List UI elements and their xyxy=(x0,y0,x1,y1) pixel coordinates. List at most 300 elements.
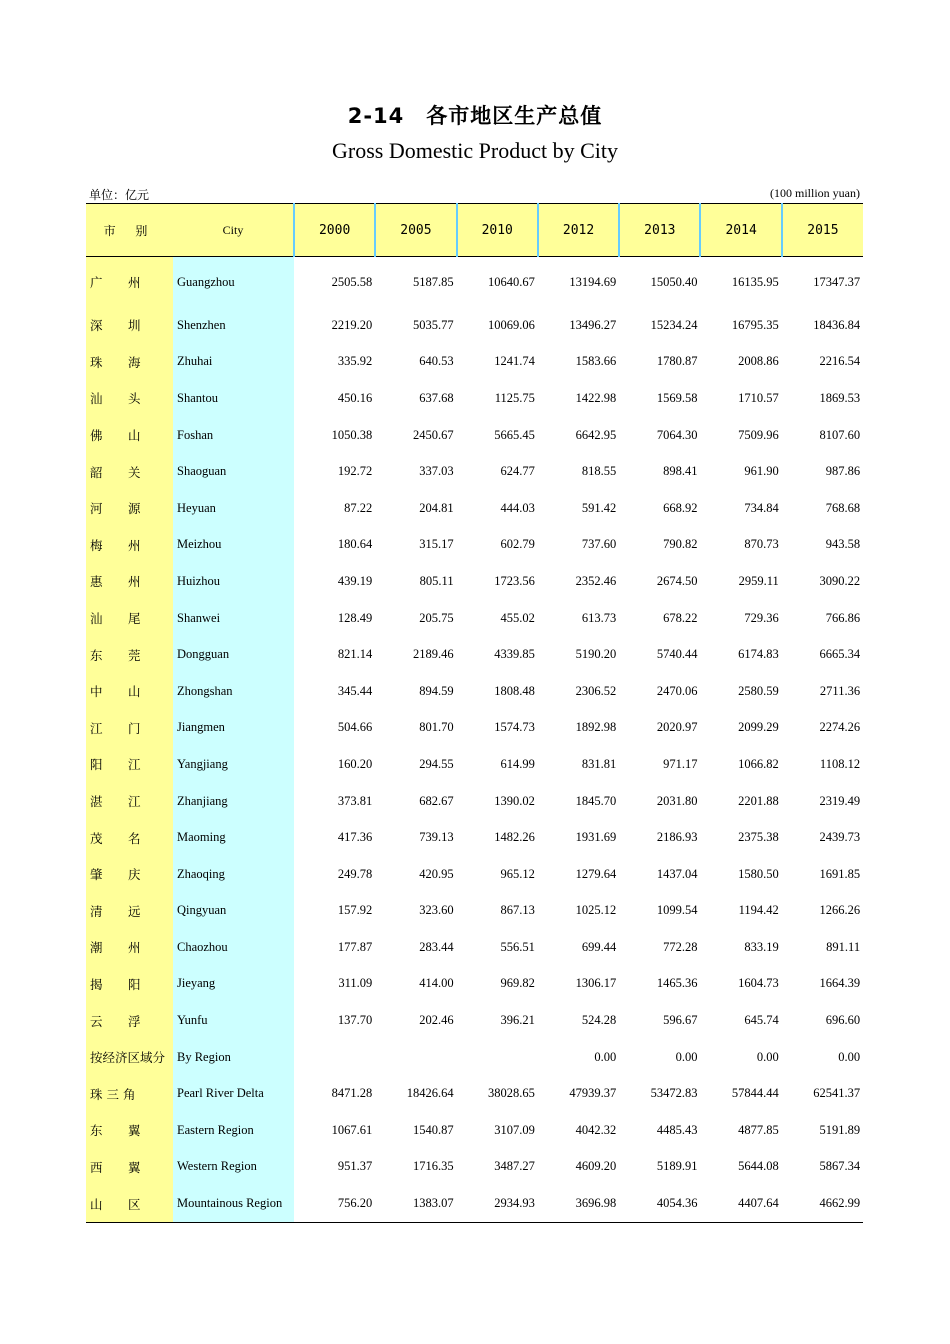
gdp-value-2005: 204.81 xyxy=(419,500,454,515)
gdp-value-2005: 1383.07 xyxy=(375,1185,456,1222)
city-name-en: Heyuan xyxy=(173,490,294,527)
city-name-cn-part: 中 xyxy=(90,684,103,700)
gdp-value-2005 xyxy=(375,1039,456,1076)
gdp-value-2012: 13194.69 xyxy=(569,274,617,289)
gdp-value-2000: 345.44 xyxy=(337,683,373,698)
gdp-value-2013: 1569.58 xyxy=(656,390,698,405)
gdp-value-2013: 668.92 xyxy=(663,500,698,515)
table-row xyxy=(86,1039,863,1076)
city-name-cn xyxy=(86,307,173,344)
gdp-value-2005: 315.17 xyxy=(419,537,454,552)
city-name-cn-part: 门 xyxy=(128,720,141,736)
city-name-en: Chaozhou xyxy=(173,929,294,966)
gdp-value-2013: 2470.06 xyxy=(656,683,698,698)
table-row xyxy=(86,966,863,1003)
table-header-row xyxy=(86,204,863,257)
gdp-value-2013: 4485.43 xyxy=(656,1122,698,1137)
gdp-value-2013: 5740.44 xyxy=(656,647,698,662)
gdp-value-2010 xyxy=(457,1039,538,1076)
city-name-cn xyxy=(86,893,173,930)
table-row xyxy=(86,453,863,490)
gdp-value-2013: 596.67 xyxy=(663,1013,698,1028)
city-name-cn xyxy=(86,417,173,454)
city-name-en: Shanwei xyxy=(173,600,294,637)
gdp-value-2014: 1066.82 xyxy=(738,756,779,771)
gdp-value-2014: 2375.38 xyxy=(738,830,779,845)
header-city-cn: 市 别 xyxy=(86,204,173,257)
gdp-value-2000: 311.09 xyxy=(338,976,373,991)
gdp-value-2015: 2439.73 xyxy=(819,830,861,845)
gdp-value-2010: 10640.67 xyxy=(488,274,535,289)
gdp-value-2000: 450.16 xyxy=(337,390,373,405)
gdp-value-2010: 4339.85 xyxy=(494,647,535,662)
city-name-cn-part: 名 xyxy=(128,830,141,846)
gdp-value-2010: 867.13 xyxy=(500,903,535,918)
city-name-cn xyxy=(86,673,173,710)
gdp-value-2013: 15234.24 xyxy=(650,317,698,332)
gdp-value-2014: 1604.73 xyxy=(738,976,779,991)
city-name-cn xyxy=(86,1039,173,1076)
city-name-cn xyxy=(86,1185,173,1222)
city-name-cn-part: 区 xyxy=(128,1196,141,1212)
gdp-value-2010: 1723.56 xyxy=(494,573,535,588)
gdp-value-2012: 524.28 xyxy=(581,1013,617,1028)
gdp-value-2014: 2959.11 xyxy=(738,573,779,588)
gdp-value-2005: 1716.35 xyxy=(412,1159,454,1174)
gdp-value-2010: 614.99 xyxy=(500,756,535,771)
gdp-value-2005: 414.00 xyxy=(419,976,454,991)
gdp-value-2014: 16795.35 xyxy=(731,317,779,332)
gdp-value-2000: 137.70 xyxy=(337,1013,373,1028)
gdp-value-2010: 38028.65 xyxy=(488,1086,535,1101)
table-row xyxy=(86,417,863,454)
gdp-value-2012: 2352.46 xyxy=(575,573,617,588)
unit-label-cn: 单位：亿元 xyxy=(89,188,150,202)
gdp-value-2012: 1845.70 xyxy=(575,793,617,808)
gdp-value-2000: 180.64 xyxy=(337,537,373,552)
gdp-value-2000: 177.87 xyxy=(337,939,373,954)
gdp-value-2013: 2020.97 xyxy=(656,720,698,735)
gdp-value-2010: 1125.75 xyxy=(494,390,535,405)
gdp-value-2010: 602.79 xyxy=(500,537,535,552)
city-name-en: Guangzhou xyxy=(173,257,294,308)
city-name-cn-part: 州 xyxy=(128,574,141,590)
city-name-cn-part: 海 xyxy=(128,354,141,370)
city-name-en: Huizhou xyxy=(173,563,294,600)
city-name-cn-part: 头 xyxy=(128,391,141,407)
city-name-cn xyxy=(86,636,173,673)
city-name-cn xyxy=(86,257,173,308)
gdp-value-2015: 5867.34 xyxy=(819,1159,861,1174)
gdp-value-2000: 1050.38 xyxy=(331,427,373,442)
header-year: 2015 xyxy=(782,204,863,257)
table-row xyxy=(86,1075,863,1112)
gdp-value-2010: 5665.45 xyxy=(494,427,535,442)
city-name-cn-part: 山 xyxy=(90,1196,103,1212)
city-name-cn-part: 远 xyxy=(128,903,141,919)
city-name-cn-part: 西 xyxy=(90,1159,103,1175)
gdp-value-2005: 1540.87 xyxy=(412,1122,454,1137)
gdp-value-2015: 987.86 xyxy=(825,464,861,479)
city-name-en: Zhaoqing xyxy=(173,856,294,893)
gdp-value-2013: 1780.87 xyxy=(656,354,698,369)
gdp-table xyxy=(86,203,863,1223)
city-name-en: Foshan xyxy=(173,417,294,454)
city-name-en: Zhongshan xyxy=(173,673,294,710)
gdp-value-2012: 1892.98 xyxy=(575,720,617,735)
city-name-cn-part: 汕 xyxy=(90,611,103,627)
city-name-cn-part: 茂 xyxy=(90,830,103,846)
gdp-value-2012: 1583.66 xyxy=(575,354,617,369)
gdp-value-2015: 0.00 xyxy=(838,1049,861,1064)
gdp-value-2005: 637.68 xyxy=(419,390,454,405)
gdp-value-2015: 696.60 xyxy=(825,1013,861,1028)
gdp-value-2013: 0.00 xyxy=(675,1049,698,1064)
table-row xyxy=(86,929,863,966)
gdp-value-2013: 53472.83 xyxy=(650,1086,698,1101)
gdp-value-2014: 1194.42 xyxy=(738,903,779,918)
city-name-cn xyxy=(86,710,173,747)
city-name-cn-part: 江 xyxy=(128,794,141,810)
gdp-value-2000: 2219.20 xyxy=(331,317,373,332)
city-name-cn xyxy=(86,453,173,490)
city-name-cn-part: 江 xyxy=(128,757,141,773)
gdp-value-2012: 47939.37 xyxy=(569,1086,617,1101)
gdp-value-2005: 894.59 xyxy=(419,683,454,698)
gdp-value-2013: 2186.93 xyxy=(656,830,698,845)
city-name-cn xyxy=(86,490,173,527)
gdp-value-2005: 420.95 xyxy=(419,866,454,881)
gdp-value-2014: 6174.83 xyxy=(738,647,779,662)
table-row xyxy=(86,856,863,893)
gdp-value-2005: 682.67 xyxy=(419,793,454,808)
gdp-value-2015: 17347.37 xyxy=(813,274,861,289)
city-name-en: By Region xyxy=(173,1039,294,1076)
city-name-cn xyxy=(86,1075,173,1112)
city-name-cn-part: 州 xyxy=(128,940,141,956)
gdp-value-2000: 439.19 xyxy=(337,573,373,588)
gdp-value-2005: 294.55 xyxy=(419,756,454,771)
city-name-cn-part: 浮 xyxy=(128,1013,141,1029)
table-row xyxy=(86,307,863,344)
city-name-en: Maoming xyxy=(173,819,294,856)
gdp-value-2013: 15050.40 xyxy=(650,274,698,289)
page-title-en: Gross Domestic Product by City xyxy=(332,138,618,163)
table-row xyxy=(86,1185,863,1222)
gdp-value-2000: 192.72 xyxy=(337,464,373,479)
gdp-value-2005: 337.03 xyxy=(419,464,454,479)
city-name-cn xyxy=(86,600,173,637)
gdp-value-2015: 768.68 xyxy=(825,500,861,515)
gdp-value-2015: 8107.60 xyxy=(819,427,861,442)
gdp-value-2000: 160.20 xyxy=(337,756,373,771)
city-name-en: Zhanjiang xyxy=(173,783,294,820)
city-name-cn-part: 翼 xyxy=(128,1159,141,1175)
city-name-cn-part: 清 xyxy=(90,903,103,919)
gdp-value-2000: 756.20 xyxy=(294,1185,375,1222)
city-name-en: Jieyang xyxy=(173,966,294,1003)
gdp-value-2012: 1025.12 xyxy=(575,903,617,918)
city-name-en: Qingyuan xyxy=(173,893,294,930)
city-name-cn-part: 东 xyxy=(90,647,103,663)
unit-label-en: (100 million yuan) xyxy=(770,186,860,200)
gdp-value-2013: 678.22 xyxy=(663,610,698,625)
gdp-value-2014: 734.84 xyxy=(744,500,779,515)
gdp-value-2015: 1664.39 xyxy=(819,976,861,991)
gdp-value-2012: 4042.32 xyxy=(575,1122,617,1137)
gdp-value-2015: 891.11 xyxy=(826,939,861,954)
gdp-value-2012: 2306.52 xyxy=(575,683,617,698)
table-row xyxy=(86,527,863,564)
city-name-cn-part: 按经济区域分 xyxy=(90,1050,166,1066)
city-name-cn-part: 江 xyxy=(90,720,103,736)
gdp-value-2015: 1266.26 xyxy=(819,903,861,918)
city-name-cn-part: 阳 xyxy=(128,976,141,992)
gdp-value-2015: 5191.89 xyxy=(819,1122,861,1137)
table-row xyxy=(86,1112,863,1149)
gdp-value-2012: 5190.20 xyxy=(575,647,617,662)
gdp-value-2005: 283.44 xyxy=(419,939,454,954)
gdp-value-2000 xyxy=(294,1039,375,1076)
gdp-value-2014: 870.73 xyxy=(744,537,779,552)
gdp-value-2010: 396.21 xyxy=(500,1013,535,1028)
table-row xyxy=(86,636,863,673)
city-name-cn xyxy=(86,1002,173,1039)
gdp-value-2005: 18426.64 xyxy=(406,1086,454,1101)
city-name-cn-part: 韶 xyxy=(90,464,103,480)
gdp-value-2013: 2674.50 xyxy=(656,573,698,588)
header-year: 2005 xyxy=(375,204,456,257)
gdp-value-2012: 4609.20 xyxy=(575,1159,617,1174)
header-year: 2000 xyxy=(294,204,375,257)
gdp-value-2014: 1710.57 xyxy=(738,390,779,405)
table-row xyxy=(86,819,863,856)
table-row xyxy=(86,746,863,783)
gdp-value-2010: 455.02 xyxy=(500,610,535,625)
gdp-value-2013: 971.17 xyxy=(663,756,698,771)
table-row xyxy=(86,893,863,930)
city-name-cn xyxy=(86,783,173,820)
table-row xyxy=(86,783,863,820)
gdp-value-2013: 4054.36 xyxy=(619,1185,700,1222)
gdp-value-2000: 335.92 xyxy=(337,354,373,369)
city-name-cn xyxy=(86,929,173,966)
page-title-cn: 2-14 各市地区生产总值 xyxy=(347,104,603,128)
gdp-value-2014: 1580.50 xyxy=(738,866,779,881)
gdp-value-2013: 5189.91 xyxy=(656,1159,698,1174)
city-name-cn-part: 庆 xyxy=(128,867,141,883)
city-name-cn xyxy=(86,856,173,893)
header-year: 2012 xyxy=(538,204,619,257)
gdp-value-2012: 613.73 xyxy=(581,610,617,625)
header-year: 2013 xyxy=(619,204,700,257)
gdp-value-2000: 504.66 xyxy=(337,720,373,735)
gdp-value-2015: 18436.84 xyxy=(813,317,861,332)
city-name-cn-part: 肇 xyxy=(90,867,103,883)
gdp-value-2010: 969.82 xyxy=(500,976,535,991)
city-name-cn-part: 山 xyxy=(128,428,141,444)
city-name-cn xyxy=(86,966,173,1003)
gdp-value-2015: 2274.26 xyxy=(819,720,861,735)
gdp-value-2015: 3090.22 xyxy=(819,573,861,588)
city-name-cn xyxy=(86,527,173,564)
gdp-value-2010: 10069.06 xyxy=(488,317,535,332)
gdp-value-2010: 444.03 xyxy=(500,500,535,515)
city-name-en: Zhuhai xyxy=(173,344,294,381)
city-name-cn xyxy=(86,344,173,381)
gdp-value-2000: 157.92 xyxy=(337,903,373,918)
table-row xyxy=(86,710,863,747)
gdp-value-2005: 2450.67 xyxy=(412,427,454,442)
city-name-cn-part: 关 xyxy=(128,464,141,480)
city-name-cn-part: 珠 三 角 xyxy=(90,1086,136,1102)
header-city-en: City xyxy=(173,204,294,257)
gdp-value-2000: 249.78 xyxy=(337,866,373,881)
table-row xyxy=(86,490,863,527)
gdp-value-2010: 3487.27 xyxy=(494,1159,535,1174)
city-name-cn xyxy=(86,380,173,417)
gdp-value-2012: 818.55 xyxy=(581,464,617,479)
gdp-value-2010: 1482.26 xyxy=(494,830,535,845)
city-name-en: Yunfu xyxy=(173,1002,294,1039)
gdp-value-2014: 2099.29 xyxy=(738,720,779,735)
gdp-value-2000: 951.37 xyxy=(337,1159,373,1174)
gdp-value-2000: 373.81 xyxy=(337,793,373,808)
gdp-value-2015: 1108.12 xyxy=(819,756,861,771)
gdp-value-2012: 1306.17 xyxy=(575,976,617,991)
gdp-value-2012: 1422.98 xyxy=(575,390,617,405)
gdp-value-2015: 1691.85 xyxy=(819,866,861,881)
gdp-value-2000: 87.22 xyxy=(344,500,373,515)
gdp-value-2015: 1869.53 xyxy=(819,390,861,405)
gdp-value-2005: 801.70 xyxy=(419,720,454,735)
gdp-value-2014: 2580.59 xyxy=(738,683,779,698)
city-name-cn-part: 州 xyxy=(128,537,141,553)
city-name-en: Eastern Region xyxy=(173,1112,294,1149)
gdp-value-2015: 943.58 xyxy=(825,537,861,552)
gdp-value-2013: 898.41 xyxy=(663,464,698,479)
city-name-cn xyxy=(86,1149,173,1186)
gdp-value-2014: 5644.08 xyxy=(738,1159,779,1174)
city-name-cn-part: 潮 xyxy=(90,940,103,956)
gdp-value-2010: 3107.09 xyxy=(494,1122,535,1137)
city-name-cn-part: 河 xyxy=(90,501,103,517)
city-name-cn-part: 云 xyxy=(90,1013,103,1029)
city-name-cn-part: 圳 xyxy=(128,318,141,334)
city-name-en: Shaoguan xyxy=(173,453,294,490)
gdp-value-2012: 1279.64 xyxy=(575,866,617,881)
gdp-value-2013: 1465.36 xyxy=(656,976,698,991)
gdp-value-2014: 2008.86 xyxy=(738,354,779,369)
gdp-value-2014: 4407.64 xyxy=(700,1185,781,1222)
gdp-value-2010: 1390.02 xyxy=(494,793,535,808)
city-name-en: Shantou xyxy=(173,380,294,417)
gdp-value-2012: 6642.95 xyxy=(575,427,617,442)
city-name-cn-part: 珠 xyxy=(90,354,103,370)
city-name-en: Pearl River Delta xyxy=(173,1075,294,1112)
gdp-value-2005: 5187.85 xyxy=(412,274,454,289)
gdp-value-2000: 8471.28 xyxy=(331,1086,373,1101)
gdp-value-2013: 1099.54 xyxy=(656,903,698,918)
gdp-value-2005: 640.53 xyxy=(419,354,454,369)
gdp-value-2012: 699.44 xyxy=(581,939,617,954)
gdp-value-2012: 831.81 xyxy=(581,756,617,771)
gdp-value-2013: 772.28 xyxy=(663,939,698,954)
city-name-cn-part: 深 xyxy=(90,318,103,334)
city-name-cn-part: 尾 xyxy=(128,611,141,627)
city-name-en: Dongguan xyxy=(173,636,294,673)
city-name-cn-part: 惠 xyxy=(90,574,103,590)
city-name-cn-part: 莞 xyxy=(128,647,141,663)
city-name-cn-part: 揭 xyxy=(90,976,103,992)
gdp-value-2015: 6665.34 xyxy=(819,647,861,662)
gdp-value-2014: 4877.85 xyxy=(738,1122,779,1137)
gdp-value-2013: 790.82 xyxy=(663,537,698,552)
city-name-cn-part: 梅 xyxy=(90,537,103,553)
gdp-value-2012: 737.60 xyxy=(581,537,617,552)
gdp-value-2014: 7509.96 xyxy=(738,427,779,442)
gdp-value-2010: 965.12 xyxy=(500,866,535,881)
city-name-cn-part: 汕 xyxy=(90,391,103,407)
city-name-cn xyxy=(86,746,173,783)
city-name-en: Meizhou xyxy=(173,527,294,564)
gdp-value-2015: 2319.49 xyxy=(819,793,861,808)
gdp-value-2014: 961.90 xyxy=(744,464,779,479)
gdp-value-2014: 16135.95 xyxy=(731,274,779,289)
gdp-value-2015: 766.86 xyxy=(825,610,861,625)
gdp-value-2005: 2189.46 xyxy=(412,647,454,662)
gdp-value-2010: 624.77 xyxy=(500,464,535,479)
city-name-cn-part: 翼 xyxy=(128,1123,141,1139)
city-name-cn-part: 湛 xyxy=(90,794,103,810)
gdp-value-2005: 323.60 xyxy=(419,903,454,918)
city-name-en: Jiangmen xyxy=(173,710,294,747)
city-name-cn-part: 源 xyxy=(128,501,141,517)
city-name-cn-part: 阳 xyxy=(90,757,103,773)
table-row xyxy=(86,1002,863,1039)
city-name-cn xyxy=(86,563,173,600)
gdp-value-2000: 128.49 xyxy=(337,610,373,625)
city-name-cn-part: 东 xyxy=(90,1123,103,1139)
gdp-value-2012: 3696.98 xyxy=(538,1185,619,1222)
gdp-value-2014: 833.19 xyxy=(744,939,779,954)
table-row xyxy=(86,563,863,600)
gdp-value-2012: 1931.69 xyxy=(575,830,617,845)
gdp-value-2014: 57844.44 xyxy=(731,1086,779,1101)
gdp-value-2010: 1574.73 xyxy=(494,720,535,735)
gdp-value-2014: 645.74 xyxy=(744,1013,779,1028)
city-name-cn-part: 广 xyxy=(90,275,103,290)
header-year: 2014 xyxy=(700,204,781,257)
gdp-value-2000: 2505.58 xyxy=(331,274,373,289)
city-name-cn-part: 佛 xyxy=(90,428,103,444)
table-row xyxy=(86,1149,863,1186)
city-name-en: Yangjiang xyxy=(173,746,294,783)
gdp-value-2013: 2031.80 xyxy=(656,793,698,808)
gdp-value-2015: 2216.54 xyxy=(819,354,861,369)
gdp-value-2012: 591.42 xyxy=(581,500,617,515)
table-row xyxy=(86,600,863,637)
gdp-value-2000: 1067.61 xyxy=(331,1122,373,1137)
city-name-en: Western Region xyxy=(173,1149,294,1186)
header-year: 2010 xyxy=(457,204,538,257)
gdp-value-2010: 556.51 xyxy=(500,939,535,954)
gdp-value-2013: 1437.04 xyxy=(656,866,698,881)
table-row xyxy=(86,257,863,308)
gdp-value-2010: 2934.93 xyxy=(457,1185,538,1222)
gdp-value-2014: 729.36 xyxy=(744,610,779,625)
gdp-value-2014: 2201.88 xyxy=(738,793,779,808)
